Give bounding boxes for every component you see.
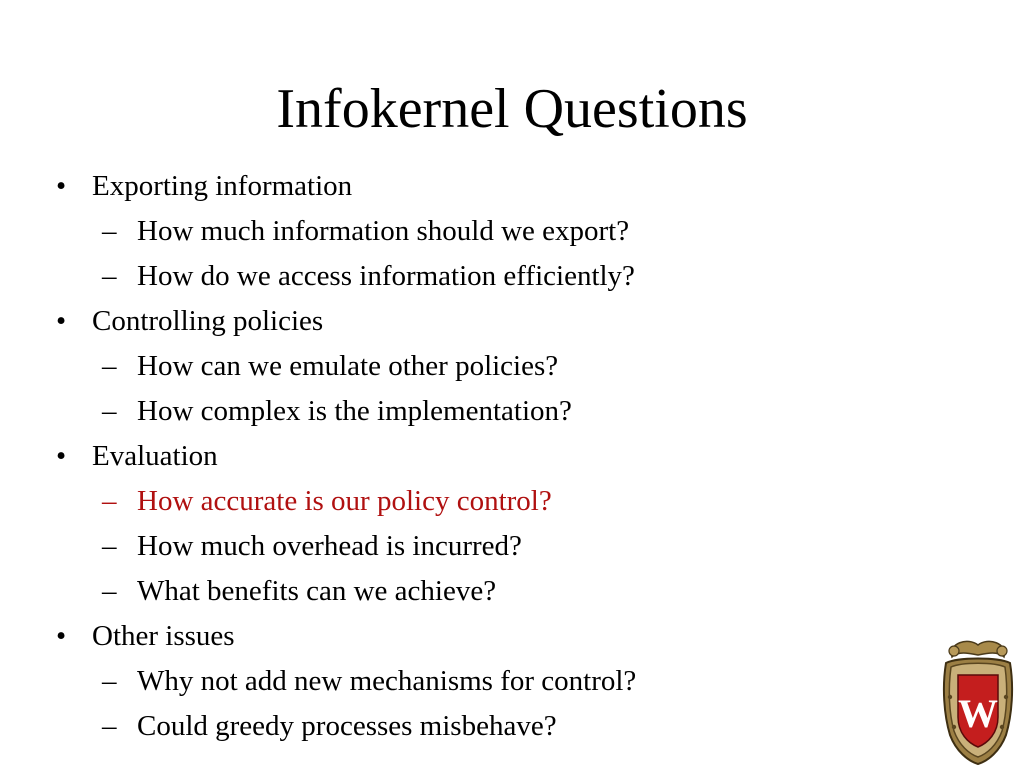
bullet-text: Evaluation	[92, 440, 218, 472]
sub-bullet-text: Why not add new mechanisms for control?	[137, 665, 637, 697]
bullet-text: Controlling policies	[92, 305, 324, 337]
sub-bullet-item	[56, 661, 916, 706]
bullet-list	[56, 166, 916, 751]
sub-bullet-text: How accurate is our policy control?	[137, 485, 552, 517]
sub-bullet-item	[56, 571, 916, 616]
bullet-marker: •	[56, 170, 67, 202]
bullet-marker: •	[56, 620, 67, 652]
bullet-item	[56, 436, 916, 481]
sub-bullet-text: What benefits can we achieve?	[137, 575, 497, 607]
sub-bullet-text: How much overhead is incurred?	[137, 530, 522, 562]
sub-bullet-item-highlighted	[56, 481, 916, 526]
sub-bullet-item	[56, 346, 916, 391]
dash-marker: –	[102, 350, 117, 382]
sub-bullet-item	[56, 706, 916, 751]
dash-marker: –	[102, 485, 117, 517]
dash-marker: –	[102, 215, 117, 247]
bullet-text: Exporting information	[92, 170, 353, 202]
sub-bullet-text: Could greedy processes misbehave?	[137, 710, 557, 742]
sub-bullet-item	[56, 526, 916, 571]
sub-bullet-text: How do we access information efficiently?	[137, 260, 635, 292]
bullet-item	[56, 616, 916, 661]
sub-bullet-item	[56, 391, 916, 436]
bullet-item	[56, 301, 916, 346]
dash-marker: –	[102, 665, 117, 697]
uw-crest-icon	[938, 637, 1018, 765]
sub-bullet-item	[56, 256, 916, 301]
sub-bullet-text: How complex is the implementation?	[137, 395, 572, 427]
slide-title: Infokernel Questions	[276, 78, 748, 140]
dash-marker: –	[102, 395, 117, 427]
dash-marker: –	[102, 530, 117, 562]
sub-bullet-text: How can we emulate other policies?	[137, 350, 559, 382]
bullet-marker: •	[56, 305, 67, 337]
bullet-item	[56, 166, 916, 211]
dash-marker: –	[102, 575, 117, 607]
dash-marker: –	[102, 710, 117, 742]
bullet-marker: •	[56, 440, 67, 472]
sub-bullet-item	[56, 211, 916, 256]
sub-bullet-text: How much information should we export?	[137, 215, 630, 247]
crest-letter: W	[958, 691, 998, 736]
dash-marker: –	[102, 260, 117, 292]
bullet-text: Other issues	[92, 620, 235, 652]
